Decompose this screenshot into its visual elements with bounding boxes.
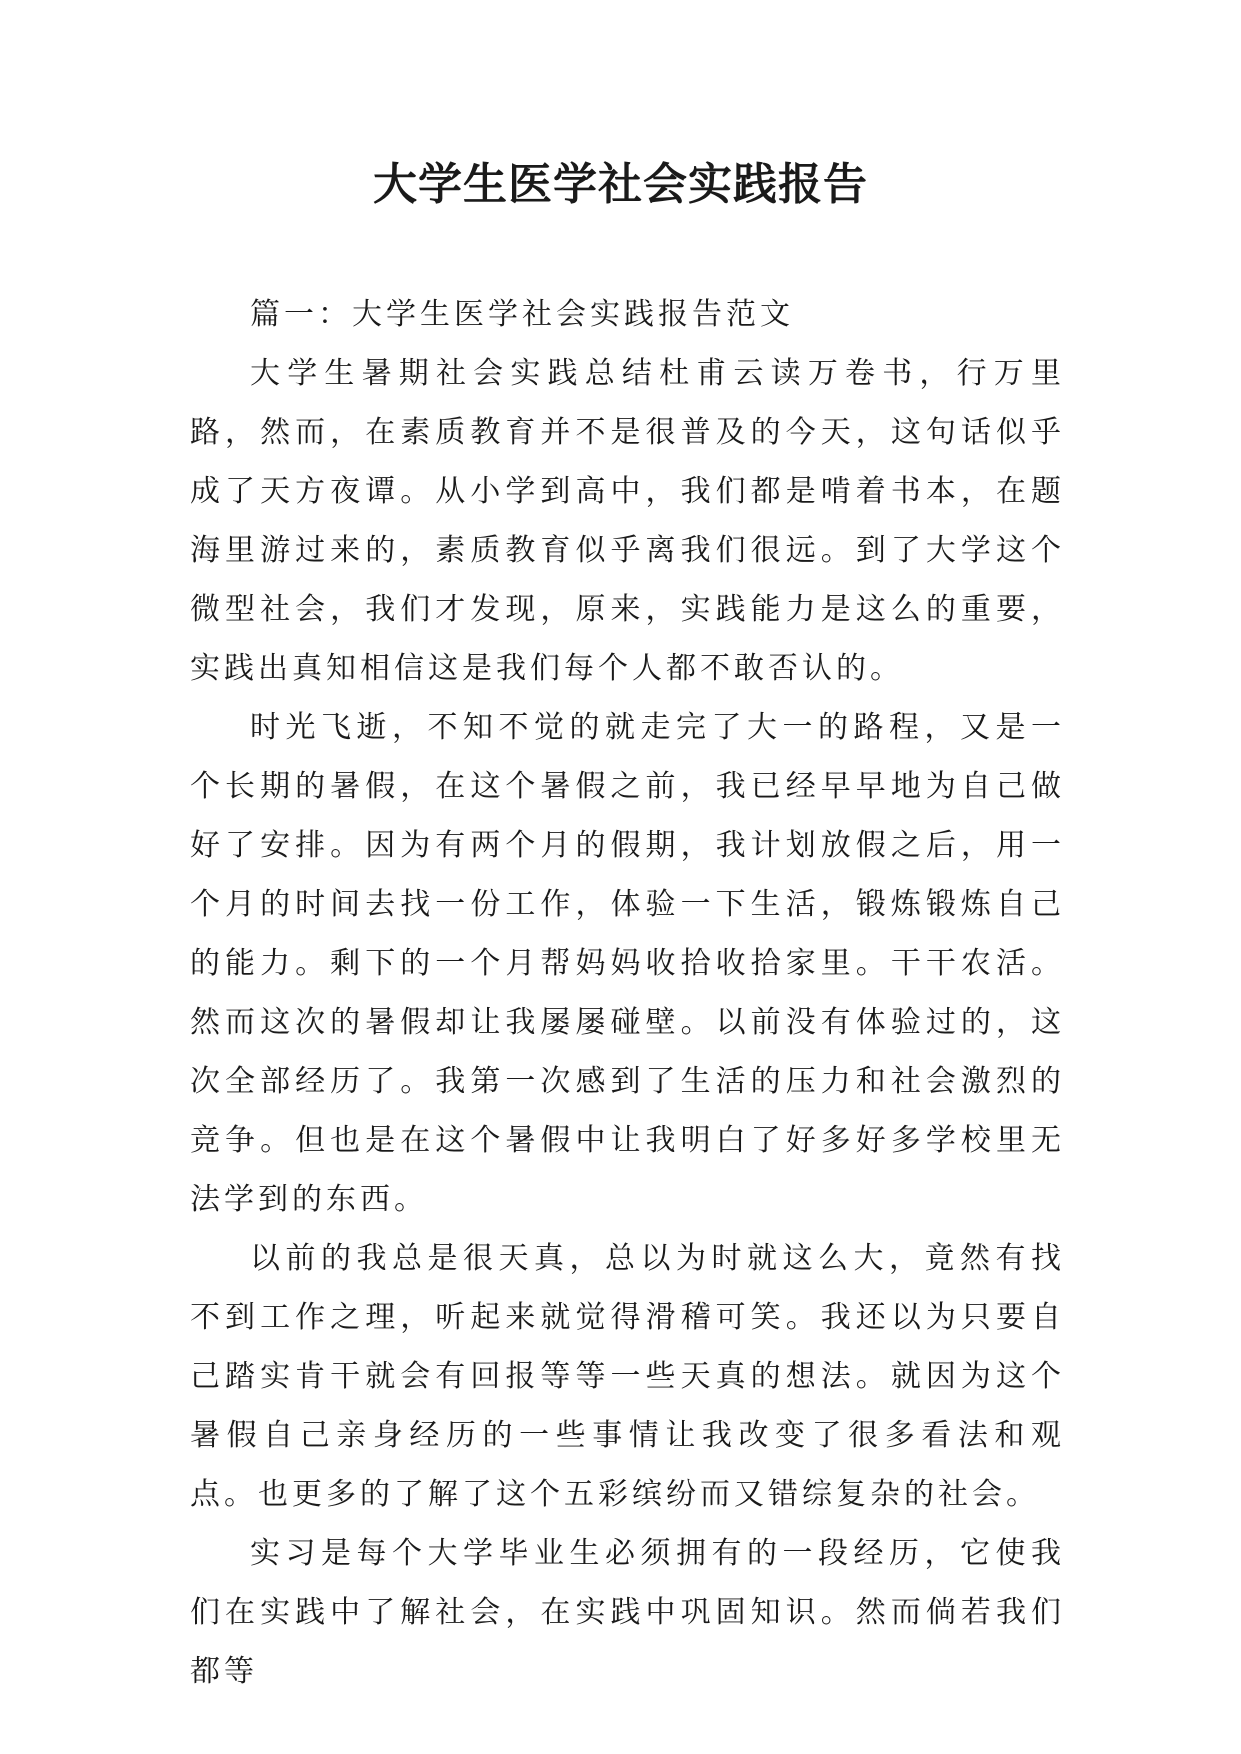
paragraph: 大学生暑期社会实践总结杜甫云读万卷书，行万里路，然而，在素质教育并不是很普及的今天，这句话似乎成了天方夜谭。从小学到高中，我们都是啃着书本，在题海里游过来的，素质教育似乎离我们很远。到了大学这个微型社会，我们才发现，原来，实践能力是这么的重要，实践出真知相信这是我们每个人都不敢否认的。 (190, 356, 1065, 686)
paragraph-section-heading: 篇一：大学生医学社会实践报告范文 (250, 297, 794, 332)
paragraph: 时光飞逝，不知不觉的就走完了大一的路程，又是一个长期的暑假，在这个暑假之前，我已经早早地为自己做好了安排。因为有两个月的假期，我计划放假之后，用一个月的时间去找一份工作，体验一下生活，锻炼锻炼自己的能力。剩下的一个月帮妈妈收拾收拾家里。干干农活。然而这次的暑假却让我屡屡碰壁。以前没有体验过的，这次全部经历了。我第一次感到了生活的压力和社会激烈的竞争。但也是在这个暑假中让我明白了好多好多学校里无法学到的东西。 (190, 710, 1065, 1217)
document-title: 大学生医学社会实践报告 (373, 159, 868, 210)
paragraph: 以前的我总是很天真，总以为时就这么大，竟然有找不到工作之理，听起来就觉得滑稽可笑。我还以为只要自己踏实肯干就会有回报等等一些天真的想法。就因为这个暑假自己亲身经历的一些事情让我改变了很多看法和观点。也更多的了解了这个五彩缤纷而又错综复杂的社会。 (190, 1241, 1065, 1512)
paragraph: 实习是每个大学毕业生必须拥有的一段经历，它使我们在实践中了解社会，在实践中巩固知识。然而倘若我们都等 (190, 1536, 1065, 1689)
document-body (190, 285, 1065, 1701)
